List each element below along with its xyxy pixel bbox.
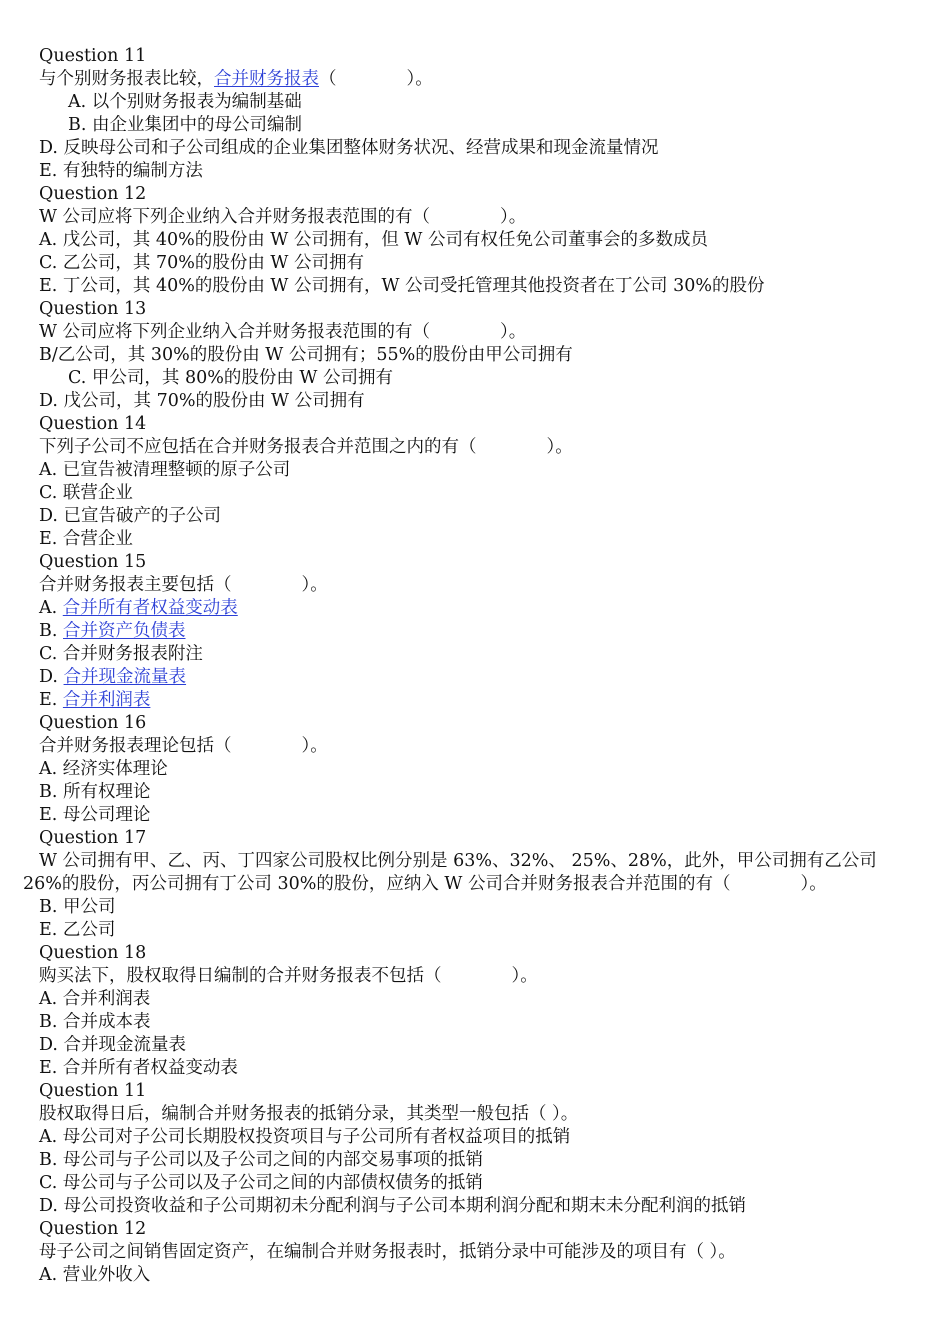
text-line bbox=[0, 643, 950, 666]
text-line bbox=[0, 896, 950, 919]
text-line bbox=[0, 1103, 950, 1126]
line-text: W 公司应将下列企业纳入合并财务报表范围的有（ ）。 bbox=[39, 207, 527, 227]
line-text: E. 乙公司 bbox=[39, 920, 116, 940]
text-line bbox=[0, 321, 950, 344]
text-line bbox=[0, 988, 950, 1011]
text-line bbox=[0, 344, 950, 367]
text-line bbox=[0, 620, 950, 643]
text-line bbox=[0, 482, 950, 505]
line-text: E. 合营企业 bbox=[39, 529, 133, 549]
text-line bbox=[0, 252, 950, 275]
line-text: A. 合并利润表 bbox=[39, 989, 151, 1009]
line-text: 股权取得日后，编制合并财务报表的抵销分录，其类型一般包括（ ）。 bbox=[39, 1104, 579, 1124]
line-text: A. 营业外收入 bbox=[39, 1265, 151, 1285]
line-text: A. 母公司对子公司长期股权投资项目与子公司所有者权益项目的抵销 bbox=[39, 1127, 571, 1147]
line-text: B. 母公司与子公司以及子公司之间的内部交易事项的抵销 bbox=[39, 1150, 483, 1170]
line-text: B. bbox=[39, 621, 63, 641]
text-line bbox=[0, 804, 950, 827]
text-line bbox=[0, 367, 950, 390]
term-link[interactable]: 合并现金流量表 bbox=[63, 667, 187, 687]
text-line bbox=[0, 689, 950, 712]
text-line bbox=[0, 206, 950, 229]
line-text: D. 已宣告破产的子公司 bbox=[39, 506, 222, 526]
text-line bbox=[0, 735, 950, 758]
text-line bbox=[0, 1034, 950, 1057]
line-text: E. 合并所有者权益变动表 bbox=[39, 1058, 238, 1078]
text-line bbox=[0, 1149, 950, 1172]
line-text: 26%的股份，丙公司拥有丁公司 30%的股份，应纳入 W 公司合并财务报表合并范围的有（ ）。 bbox=[23, 874, 827, 894]
line-text: Question 18 bbox=[39, 943, 147, 963]
line-text: B/乙公司，其 30%的股份由 W 公司拥有；55%的股份由甲公司拥有 bbox=[39, 345, 573, 365]
line-text: Question 13 bbox=[39, 299, 147, 319]
line-text: D. 母公司投资收益和子公司期初未分配利润与子公司本期利润分配和期末未分配利润的抵销 bbox=[39, 1196, 747, 1216]
text-line bbox=[0, 275, 950, 298]
line-text: Question 17 bbox=[39, 828, 147, 848]
line-text: 下列子公司不应包括在合并财务报表合并范围之内的有（ ）。 bbox=[39, 437, 573, 457]
line-text: A. 已宣告被清理整顿的原子公司 bbox=[39, 460, 291, 480]
question-heading bbox=[0, 551, 950, 574]
line-text: W 公司应将下列企业纳入合并财务报表范围的有（ ）。 bbox=[39, 322, 527, 342]
text-line bbox=[0, 1057, 950, 1080]
text-line bbox=[0, 666, 950, 689]
text-line bbox=[0, 114, 950, 137]
question-heading bbox=[0, 942, 950, 965]
question-heading bbox=[0, 1218, 950, 1241]
line-text: Question 15 bbox=[39, 552, 147, 572]
line-text: C. 乙公司，其 70%的股份由 W 公司拥有 bbox=[39, 253, 364, 273]
question-heading bbox=[0, 413, 950, 436]
line-text: Question 11 bbox=[39, 46, 147, 66]
text-line bbox=[0, 505, 950, 528]
text-line bbox=[0, 229, 950, 252]
line-text-tail: （ ）。 bbox=[319, 69, 433, 89]
text-line bbox=[0, 1126, 950, 1149]
line-text: C. 甲公司，其 80%的股份由 W 公司拥有 bbox=[68, 368, 393, 388]
text-line bbox=[0, 390, 950, 413]
term-link[interactable]: 合并所有者权益变动表 bbox=[62, 598, 238, 618]
line-text: E. 丁公司，其 40%的股份由 W 公司拥有，W 公司受托管理其他投资者在丁公司 30%的股份 bbox=[39, 276, 765, 296]
text-line bbox=[0, 1011, 950, 1034]
line-text: D. 反映母公司和子公司组成的企业集团整体财务状况、经营成果和现金流量情况 bbox=[39, 138, 659, 158]
line-text: E. 母公司理论 bbox=[39, 805, 151, 825]
text-line bbox=[0, 597, 950, 620]
question-heading bbox=[0, 183, 950, 206]
text-line bbox=[0, 137, 950, 160]
line-text: C. 合并财务报表附注 bbox=[39, 644, 203, 664]
text-line bbox=[0, 436, 950, 459]
text-line bbox=[0, 1172, 950, 1195]
line-text: Question 12 bbox=[39, 1219, 147, 1239]
text-line bbox=[0, 850, 950, 873]
line-text: 与个别财务报表比较， bbox=[39, 69, 214, 89]
line-text: D. 戊公司，其 70%的股份由 W 公司拥有 bbox=[39, 391, 365, 411]
line-text: Question 11 bbox=[39, 1081, 147, 1101]
text-line bbox=[0, 1241, 950, 1264]
line-text: E. bbox=[39, 690, 63, 710]
text-line bbox=[0, 574, 950, 597]
line-text: A. 戊公司，其 40%的股份由 W 公司拥有，但 W 公司有权任免公司董事会的多数成员 bbox=[39, 230, 708, 250]
question-heading bbox=[0, 827, 950, 850]
text-line bbox=[0, 160, 950, 183]
line-text: B. 甲公司 bbox=[39, 897, 116, 917]
line-text: B. 由企业集团中的母公司编制 bbox=[68, 115, 302, 135]
line-text: Question 14 bbox=[39, 414, 147, 434]
line-text: A. 经济实体理论 bbox=[39, 759, 168, 779]
line-text: C. 母公司与子公司以及子公司之间的内部债权债务的抵销 bbox=[39, 1173, 483, 1193]
term-link[interactable]: 合并资产负债表 bbox=[63, 621, 186, 641]
line-text: D. bbox=[39, 667, 64, 687]
line-text: Question 16 bbox=[39, 713, 147, 733]
line-text: D. 合并现金流量表 bbox=[39, 1035, 187, 1055]
line-text: 母子公司之间销售固定资产，在编制合并财务报表时，抵销分录中可能涉及的项目有（ ）。 bbox=[39, 1242, 736, 1262]
line-text: 合并财务报表主要包括（ ）。 bbox=[39, 575, 328, 595]
question-heading bbox=[0, 1080, 950, 1103]
question-heading bbox=[0, 45, 950, 68]
line-text: A. bbox=[39, 598, 63, 618]
line-text: E. 有独特的编制方法 bbox=[39, 161, 203, 181]
text-line bbox=[0, 758, 950, 781]
line-text: Question 12 bbox=[39, 184, 147, 204]
question-heading bbox=[0, 298, 950, 321]
line-text: B. 合并成本表 bbox=[39, 1012, 151, 1032]
line-text: 购买法下，股权取得日编制的合并财务报表不包括（ ）。 bbox=[39, 966, 538, 986]
text-line bbox=[0, 781, 950, 804]
text-line bbox=[0, 528, 950, 551]
text-line bbox=[0, 68, 950, 91]
text-line bbox=[0, 1264, 950, 1287]
text-line bbox=[0, 873, 950, 896]
text-line bbox=[0, 919, 950, 942]
line-text: W 公司拥有甲、乙、丙、丁四家公司股权比例分别是 63%、32%、 25%、28%，此外，甲公司拥有乙公司 bbox=[39, 851, 877, 871]
text-line bbox=[0, 91, 950, 114]
text-line bbox=[0, 459, 950, 482]
line-text: B. 所有权理论 bbox=[39, 782, 151, 802]
text-line bbox=[0, 965, 950, 988]
term-link[interactable]: 合并财务报表 bbox=[214, 69, 319, 89]
line-text: C. 联营企业 bbox=[39, 483, 133, 503]
line-text: A. 以个别财务报表为编制基础 bbox=[68, 92, 302, 112]
term-link[interactable]: 合并利润表 bbox=[62, 690, 151, 710]
question-heading bbox=[0, 712, 950, 735]
text-line bbox=[0, 1195, 950, 1218]
line-text: 合并财务报表理论包括（ ）。 bbox=[39, 736, 328, 756]
